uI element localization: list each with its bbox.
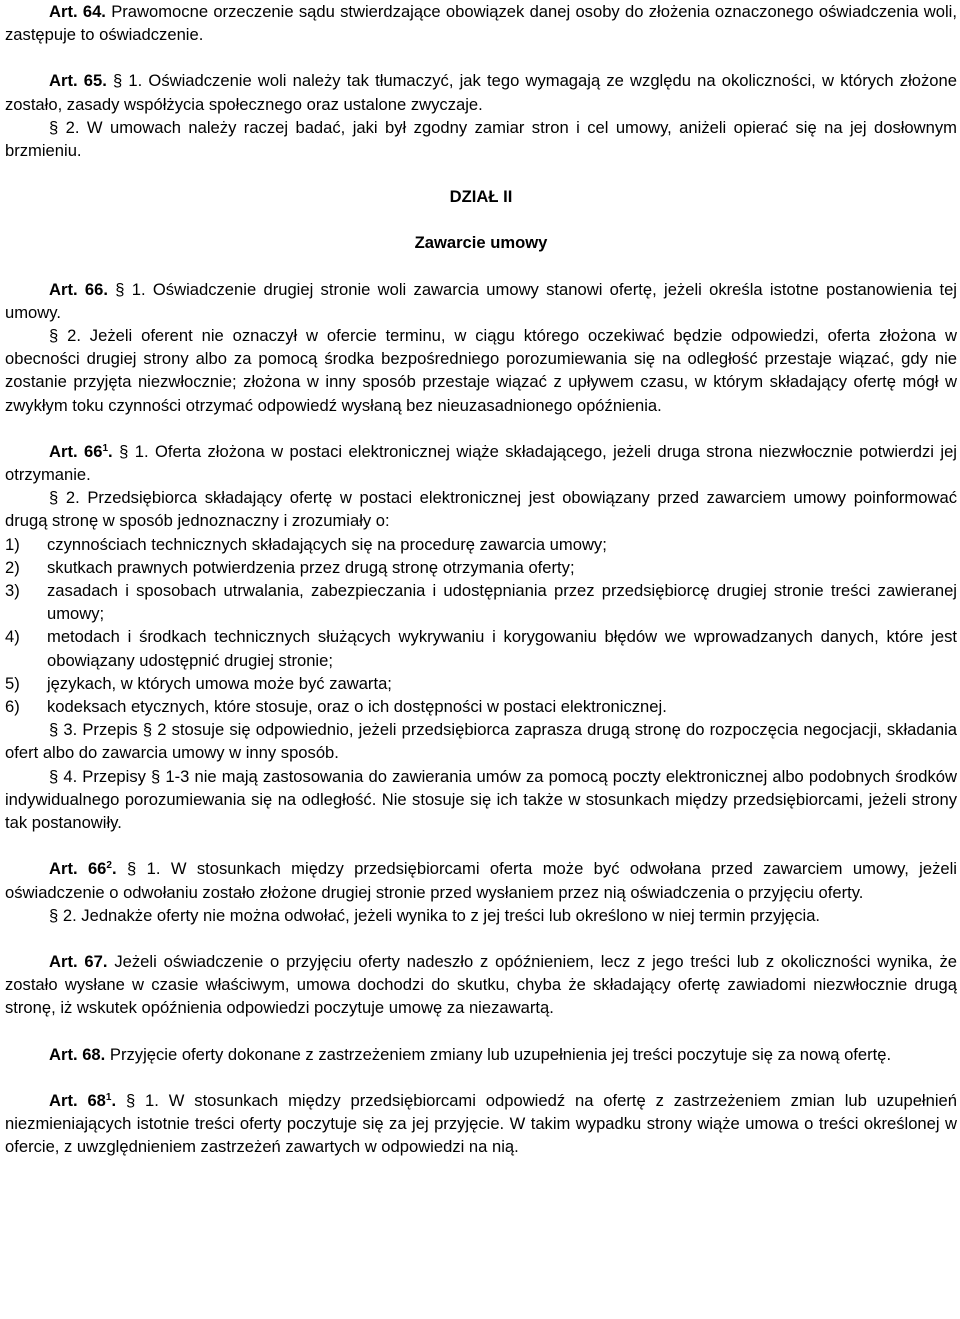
list-item-number: 2) <box>5 557 20 577</box>
list-item-text: skutkach prawnych potwierdzenia przez drugą stronę otrzymania oferty; <box>47 557 575 577</box>
list-item-number: 3) <box>5 581 20 601</box>
list-item-text: czynnościach technicznych składających się na procedurę zawarcia umowy; <box>47 534 607 554</box>
article-label-dot: . <box>108 441 113 461</box>
article-text: § 1. W stosunkach między przedsiębiorcami odpowiedź na ofertę z zastrzeżeniem zmian lub uzupełnień niezmieniających istotnie treści oferty poczytuje się za jej przyjęcie. W takim wypadku strony wiąże umowa o treści określonej w ofercie, z uwzględnieniem zastrzeżeń zawartych w odpowiedzi na nią. <box>5 1090 957 1157</box>
article-68-1 <box>5 1089 957 1159</box>
article-66-par-1 <box>5 278 957 324</box>
paragraph-text: § 1. Oświadczenie woli należy tak tłumaczyć, jak tego wymagają ze względu na okoliczności, w których złożone zostało, zasady współżycia społecznego oraz ustalone zwyczaje. <box>5 71 957 114</box>
list-item <box>5 672 957 695</box>
list-item-text: językach, w których umowa może być zawarta; <box>47 673 392 693</box>
article-label-text: Art. 68 <box>49 1090 106 1110</box>
article-65-par-1 <box>5 69 957 115</box>
list-item-number: 1) <box>5 534 20 554</box>
article-66-par-2 <box>5 324 957 417</box>
list-item <box>5 533 957 556</box>
list-item <box>5 556 957 579</box>
paragraph-text: § 1. W stosunkach między przedsiębiorcami oferta może być odwołana przed zawarciem umowy, jeżeli oświadczenie o odwołaniu zostało złożone drugiej stronie przed wysłaniem przez nią oświadczenia o przyjęciu oferty. <box>5 859 957 902</box>
section-subtitle: Zawarcie umowy <box>414 233 548 253</box>
article-text: Jeżeli oświadczenie o przyjęciu oferty nadeszło z opóźnieniem, lecz z jego treści lub z okoliczności wynika, że zostało wysłane w czasie właściwym, umowa dochodzi do skutku, chyba że składający ofertę zawiadomi niezwłocznie drugą stronę, iż wskutek opóźnienia odpowiedzi poczytuje umowę za niezawartą. <box>5 951 957 1018</box>
list-item-number: 4) <box>5 627 20 647</box>
list-item-text: metodach i środkach technicznych służących wykrywaniu i korygowaniu błędów we wprowadzanych danych, które jest obowiązany udostępnić drugiej stronie; <box>47 627 957 670</box>
article-64 <box>5 0 957 46</box>
article-label: Art. 64. <box>49 2 106 21</box>
paragraph-text: § 1. Oferta złożona w postaci elektronicznej wiąże składającego, jeżeli druga strona niezwłocznie potwierdzi jej otrzymanie. <box>5 441 957 485</box>
article-label: Art. 68. <box>49 1044 106 1064</box>
article-label-dot: . <box>111 859 117 879</box>
article-label <box>49 442 113 461</box>
paragraph-text: § 2. Jeżeli oferent nie oznaczył w ofercie terminu, w ciągu którego oczekiwać będzie odpowiedzi, oferta złożona w obecności drugiej strony albo za pomocą środka bezpośredniego porozumiewania się na odległość przestaje wiązać, gdy nie zostanie przyjęta niezwłocznie; złożona w inny sposób przestaje wiązać z upływem czasu, w którym składający ofertę mógł w zwykłym toku czynności otrzymać odpowiedź wysłaną bez nieuzasadnionego opóźnienia. <box>5 326 957 415</box>
article-label-dot: . <box>111 1090 117 1110</box>
article-67 <box>5 950 957 1020</box>
article-label-text: Art. 66 <box>49 441 103 461</box>
list-item <box>5 579 957 625</box>
section-title: DZIAŁ II <box>449 187 513 207</box>
article-68 <box>5 1043 957 1066</box>
article-superscript: 1 <box>105 1091 112 1103</box>
list-item-text: zasadach i sposobach utrwalania, zabezpieczania i udostępniania przez przedsiębiorcę drugiej stronie treści zawieranej umowy; <box>47 581 957 624</box>
article-superscript: 2 <box>106 860 112 872</box>
article-label <box>49 1091 116 1110</box>
article-text: Prawomocne orzeczenie sądu stwierdzające obowiązek danej osoby do złożenia oznaczonego oświadczenia woli, zastępuje to oświadczenie. <box>5 2 957 45</box>
article-66-1-par-1 <box>5 440 957 486</box>
paragraph-text: § 4. Przepisy § 1-3 nie mają zastosowania do zawierania umów za pomocą poczty elektronicznej albo podobnych środków indywidualnego porozumiewania się na odległość. Nie stosuje się ich także w stosunkach między przedsiębiorcami, jeżeli strony tak postanowiły. <box>5 766 957 833</box>
article-66-1-par-4 <box>5 765 957 835</box>
article-66-2-par-1 <box>5 857 957 903</box>
paragraph-text: § 2. W umowach należy raczej badać, jaki był zgodny zamiar stron i cel umowy, aniżeli opierać się na jej dosłownym brzmieniu. <box>5 117 957 161</box>
article-label: Art. 66. <box>49 279 108 299</box>
article-label <box>49 859 117 878</box>
article-text: Przyjęcie oferty dokonane z zastrzeżeniem zmiany lub uzupełnienia jej treści poczytuje się za nową ofertę. <box>109 1044 892 1064</box>
article-65-par-2 <box>5 116 957 162</box>
article-label: Art. 67. <box>49 951 108 971</box>
paragraph-text: § 2. Przedsiębiorca składający ofertę w postaci elektronicznej jest obowiązany przed zawarciem umowy poinformować drugą stronę w sposób jednoznaczny i zrozumiały o: <box>5 488 957 531</box>
list-item-text: kodeksach etycznych, które stosuje, oraz o ich dostępności w postaci elektronicznej. <box>47 697 667 717</box>
article-66-1-par-3 <box>5 718 957 764</box>
paragraph-text: § 1. Oświadczenie drugiej stronie woli zawarcia umowy stanowi ofertę, jeżeli określa istotne postanowienia tej umowy. <box>5 279 957 322</box>
paragraph-text: § 3. Przepis § 2 stosuje się odpowiednio, jeżeli przedsiębiorca zaprasza drugą stronę do rozpoczęcia negocjacji, składania ofert albo do zawarcia umowy w inny sposób. <box>5 720 957 763</box>
article-label: Art. 65. <box>49 71 107 91</box>
document-page <box>5 0 957 1158</box>
list-item <box>5 625 957 671</box>
article-66-2-par-2 <box>5 904 957 927</box>
list-item-number: 5) <box>5 673 20 693</box>
article-superscript: 1 <box>102 442 109 454</box>
article-66-1-par-2 <box>5 486 957 532</box>
list-item-number: 6) <box>5 697 20 717</box>
list-item <box>5 695 957 718</box>
article-label-text: Art. 66 <box>49 859 107 879</box>
paragraph-text: § 2. Jednakże oferty nie można odwołać, jeżeli wynika to z jej treści lub określono w niej termin przyjęcia. <box>49 905 821 925</box>
